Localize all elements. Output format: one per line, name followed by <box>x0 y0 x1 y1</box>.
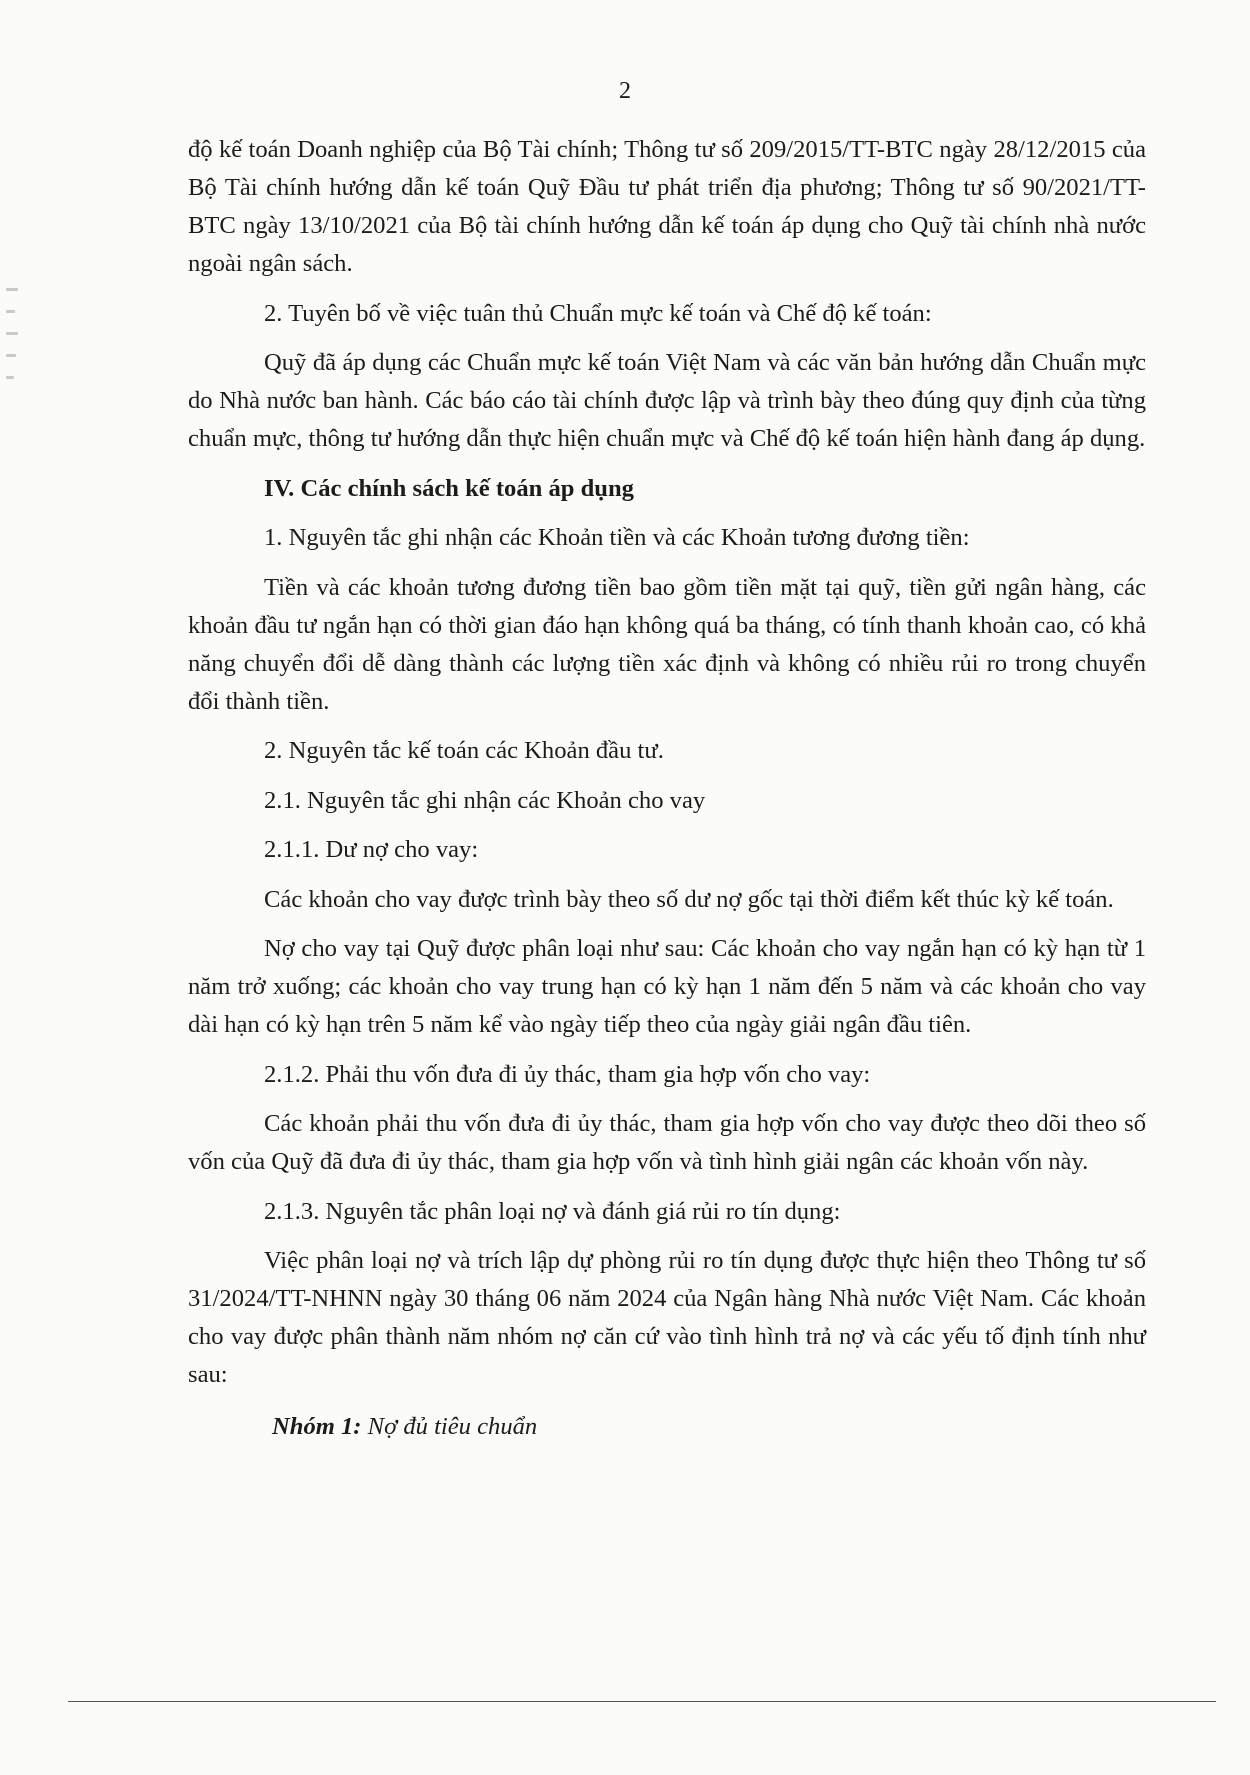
paragraph-risk-text: Việc phân loại nợ và trích lập dự phòng rủi ro tín dụng được thực hiện theo Thông tư số 31/2024/TT-NHNN ngày 30 tháng 06 năm 2024 của Ngân hàng Nhà nước Việt Nam. Các khoản cho vay được phân thành năm nhóm nợ căn cứ vào tình hình trả nợ và các yếu tố định tính như sau: <box>188 1247 1146 1388</box>
paragraph-continued: độ kế toán Doanh nghiệp của Bộ Tài chính; Thông tư số 209/2015/TT-BTC ngày 28/12/2015 của Bộ Tài chính hướng dẫn kế toán Quỹ Đầu tư phát triển địa phương; Thông tư số 90/2021/TT-BTC ngày 13/10/2021 của Bộ tài chính hướng dẫn kế toán áp dụng cho Quỹ tài chính nhà nước ngoài ngân sách. <box>188 136 1146 277</box>
paragraph-cash-heading: 1. Nguyên tắc ghi nhận các Khoản tiền và các Khoản tương đương tiền: <box>264 524 970 551</box>
debt-group-text: Nợ đủ tiêu chuẩn <box>361 1413 538 1440</box>
paragraph-trust-text: Các khoản phải thu vốn đưa đi ủy thác, tham gia hợp vốn cho vay được theo dõi theo số vốn của Quỹ đã đưa đi ủy thác, tham gia hợp vốn và tình hình giải ngân các khoản vốn này. <box>188 1110 1146 1175</box>
paragraph-outstanding-heading: 2.1.1. Dư nợ cho vay: <box>264 836 479 863</box>
scan-margin-marks <box>6 280 26 420</box>
paragraph-compliance-heading: 2. Tuyên bố về việc tuân thủ Chuẩn mực kế toán và Chế độ kế toán: <box>264 299 932 327</box>
paragraph-loans-heading: 2.1. Nguyên tắc ghi nhận các Khoản cho vay <box>264 786 706 814</box>
paragraph-risk-heading: 2.1.3. Nguyên tắc phân loại nợ và đánh giá rủi ro tín dụng: <box>264 1197 841 1225</box>
paragraph-investment-heading: 2. Nguyên tắc kế toán các Khoản đầu tư. <box>264 737 664 764</box>
document-body <box>188 131 1146 1458</box>
paragraph-loan-classification: Nợ cho vay tại Quỹ được phân loại như sau: Các khoản cho vay ngắn hạn có kỳ hạn từ 1 năm trở xuống; các khoản cho vay trung hạn có kỳ hạn 1 năm đến 5 năm và các khoản cho vay dài hạn có kỳ hạn trên 5 năm kể vào ngày tiếp theo của ngày giải ngân đầu tiên. <box>188 935 1146 1038</box>
paragraph-trust-heading: 2.1.2. Phải thu vốn đưa đi ủy thác, tham gia hợp vốn cho vay: <box>264 1060 871 1088</box>
paragraph-compliance-text: Quỹ đã áp dụng các Chuẩn mực kế toán Việt Nam và các văn bản hướng dẫn Chuẩn mực do Nhà nước ban hành. Các báo cáo tài chính được lập và trình bày theo đúng quy định của từng chuẩn mực, thông tư hướng dẫn thực hiện chuẩn mực và Chế độ kế toán hiện hành đang áp dụng. <box>188 349 1146 452</box>
page-number: 2 <box>619 78 631 104</box>
paragraph-cash-text: Tiền và các khoản tương đương tiền bao gồm tiền mặt tại quỹ, tiền gửi ngân hàng, các khoản đầu tư ngắn hạn có thời gian đáo hạn không quá ba tháng, có tính thanh khoản cao, có khả năng chuyển đổi dễ dàng thành các lượng tiền xác định và không có nhiều rủi ro trong chuyển đổi thành tiền. <box>188 573 1146 715</box>
debt-group-1 <box>188 1408 1146 1446</box>
footer-rule <box>68 1701 1216 1702</box>
paragraph-outstanding-text: Các khoản cho vay được trình bày theo số dư nợ gốc tại thời điểm kết thúc kỳ kế toán. <box>264 885 1114 913</box>
debt-group-label: Nhóm 1: <box>272 1413 362 1440</box>
section-heading-iv: IV. Các chính sách kế toán áp dụng <box>264 474 634 502</box>
